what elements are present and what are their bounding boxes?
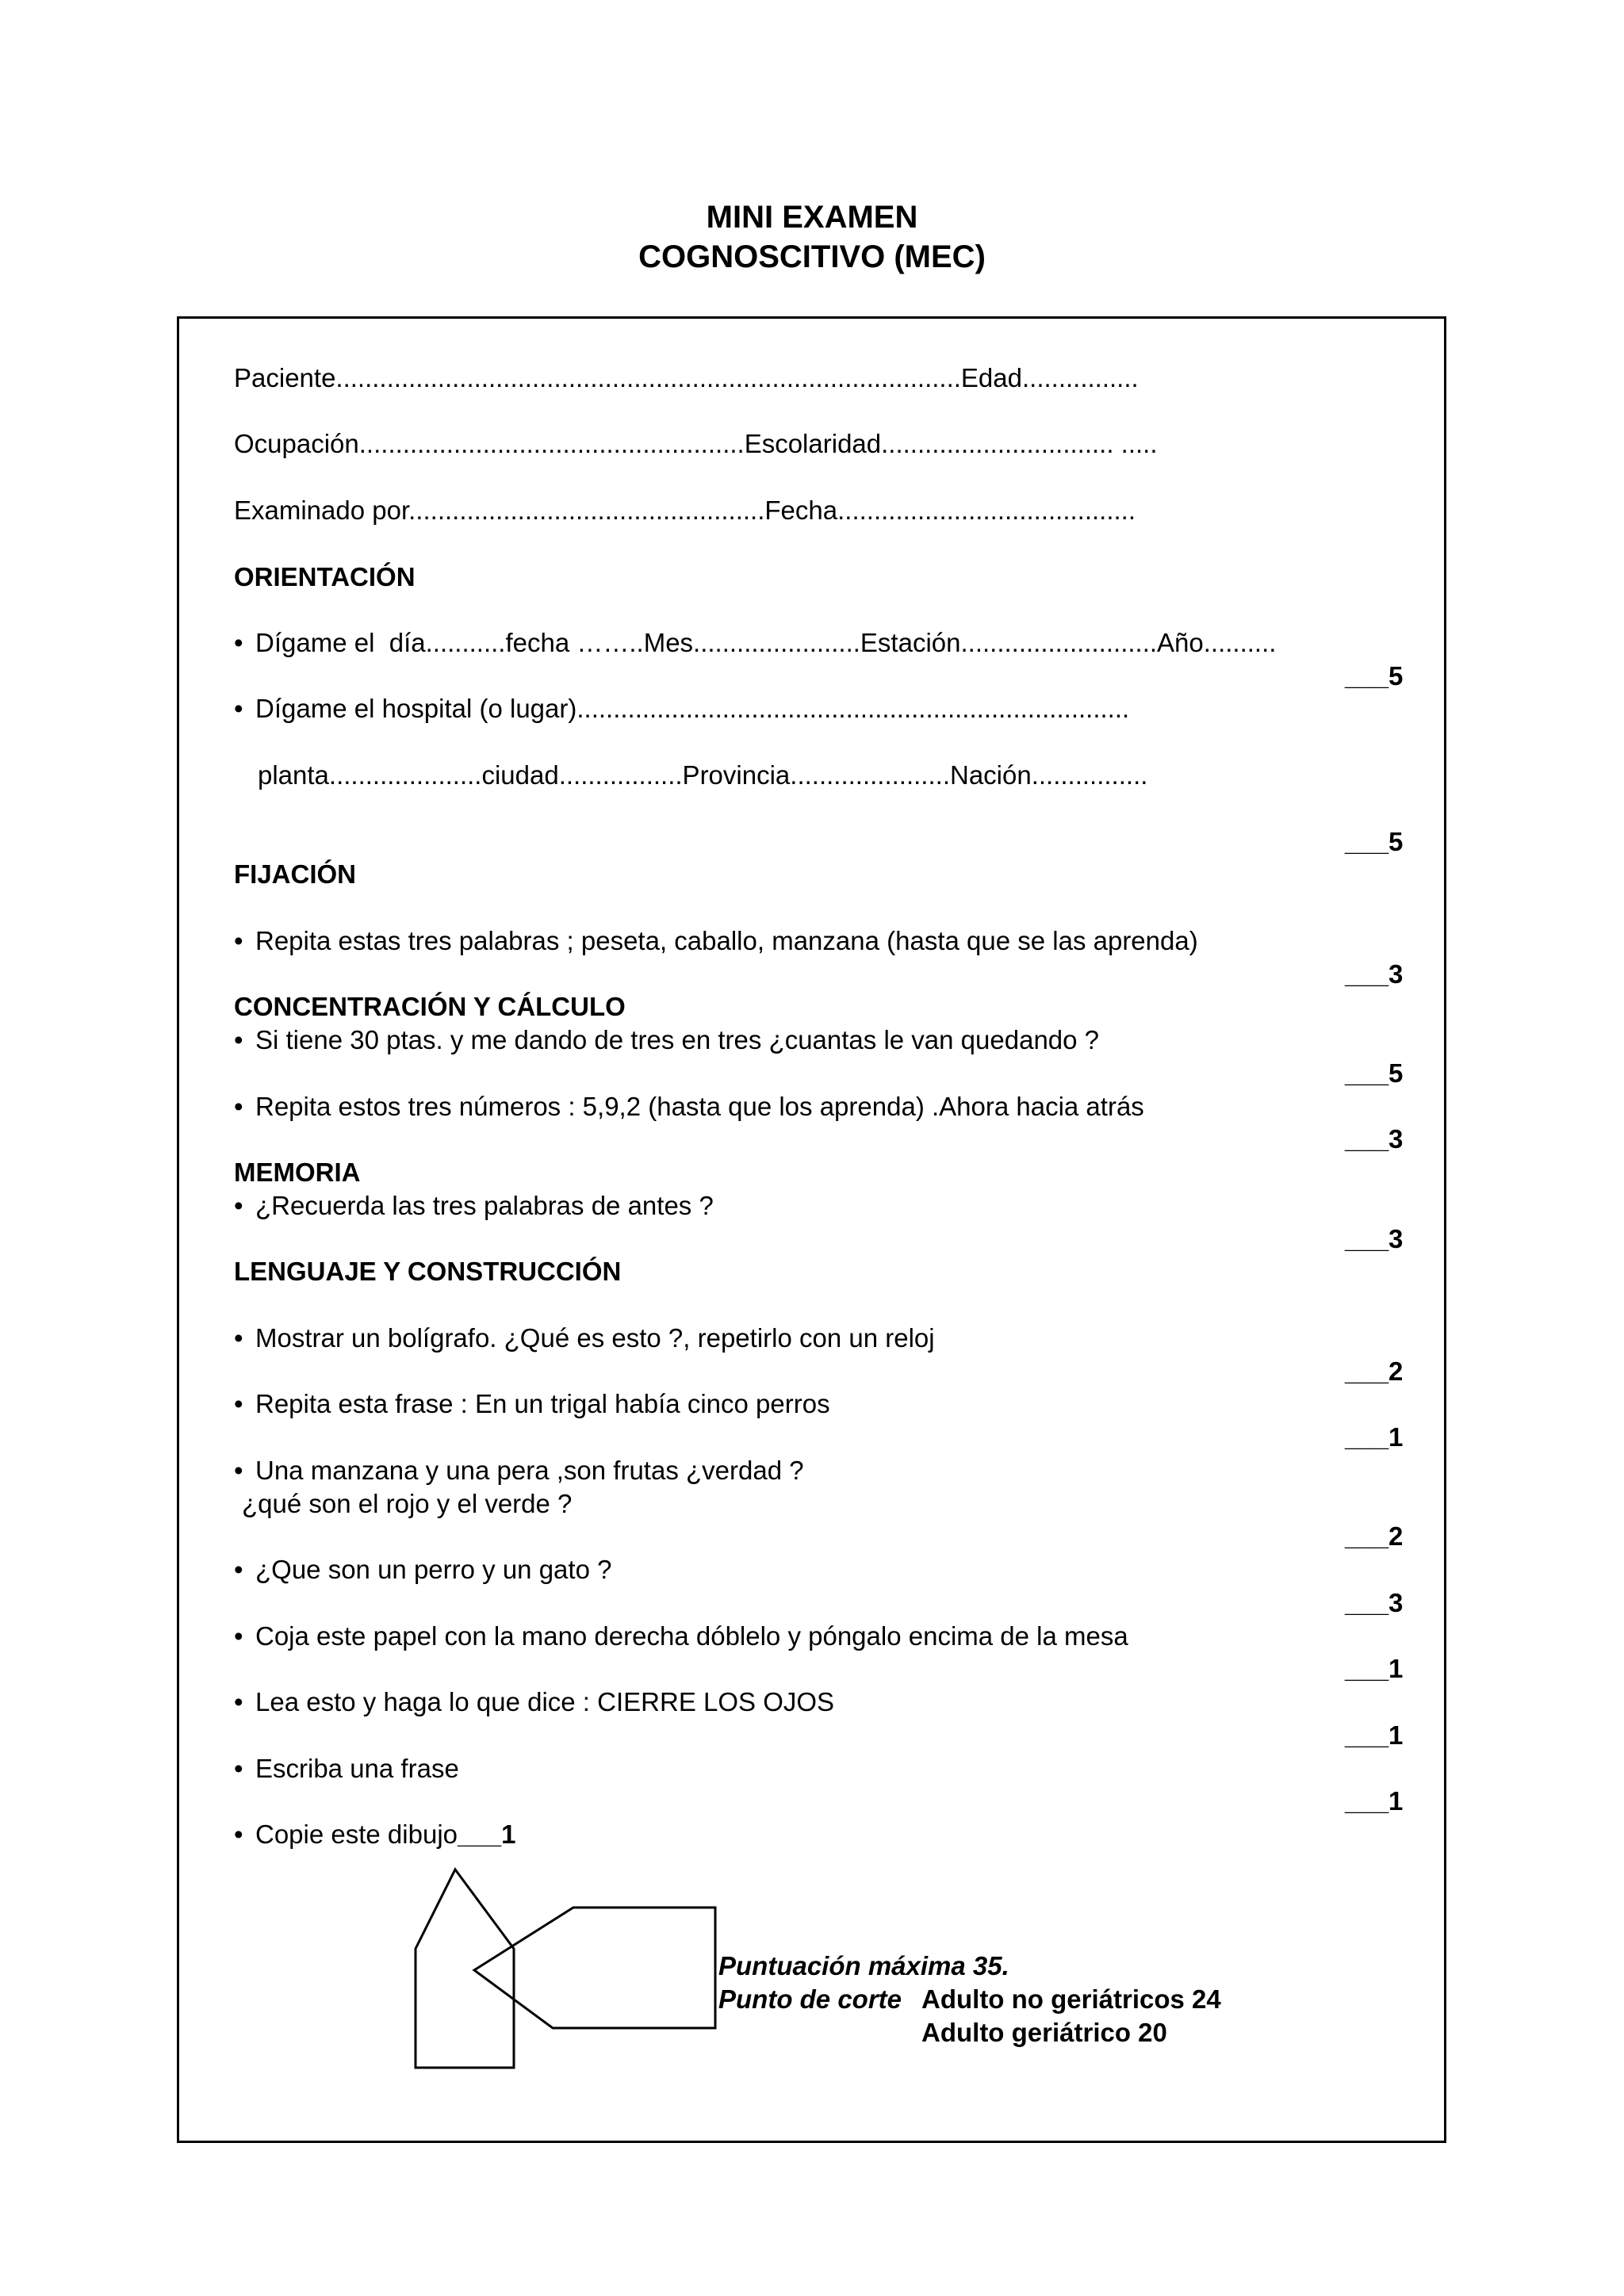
item-text: Mostrar un bolígrafo. ¿Qué es esto ?, repetirlo con un reloj [255, 1323, 935, 1353]
item-text: Dígame el hospital (o lugar)............................................................................ [255, 694, 1130, 723]
score-blank: ___1 [1345, 1786, 1404, 1816]
score-blank: ___2 [1345, 1521, 1404, 1551]
bullet-icon: • [234, 628, 243, 657]
bullet-icon: • [234, 1555, 243, 1584]
cutoff-adult: Adulto no geriátricos 24 [921, 1984, 1221, 2014]
item-text: Copie este dibujo [255, 1820, 458, 1849]
score-blank: ___3 [1345, 1224, 1404, 1253]
item-text: Coja este papel con la mano derecha dóblelo y póngalo encima de la mesa [255, 1621, 1128, 1651]
bullet-icon: • [234, 1687, 243, 1716]
house-pentagon [416, 1869, 514, 2068]
item-text: Una manzana y una pera ,son frutas ¿verdad ? [255, 1456, 804, 1485]
section-heading-orientacion: ORIENTACIÓN [234, 562, 416, 591]
field-ocupacion: Ocupación.....................................................Escolaridad................................ ..... [234, 429, 1158, 458]
field-paciente: Paciente......................................................................................Edad................ [234, 363, 1139, 392]
score-blank: ___1 [1345, 1720, 1404, 1750]
bullet-icon: • [234, 926, 243, 955]
bullet-icon: • [234, 1456, 243, 1485]
item-text: ¿Que son un perro y un gato ? [255, 1555, 612, 1584]
bullet-icon: • [234, 694, 243, 723]
bullet-icon: • [234, 1754, 243, 1783]
item-text-continuation: ¿qué son el rojo y el verde ? [242, 1489, 573, 1518]
score-blank-inline: ___1 [458, 1820, 516, 1849]
score-blank: ___3 [1345, 959, 1404, 989]
section-heading-memoria: MEMORIA [234, 1158, 361, 1187]
section-heading-lenguaje: LENGUAJE Y CONSTRUCCIÓN [234, 1257, 622, 1286]
score-blank: ___3 [1345, 1588, 1404, 1617]
score-blank: ___5 [1345, 827, 1404, 856]
score-blank: ___5 [1345, 1058, 1404, 1088]
item-text: Si tiene 30 ptas. y me dando de tres en tres ¿cuantas le van quedando ? [255, 1025, 1100, 1054]
item-text-continuation: planta.....................ciudad.................Provincia......................Nación................ [258, 760, 1148, 790]
score-blank: ___5 [1345, 661, 1404, 691]
arrow-pentagon [474, 1908, 715, 2028]
item-text: Escriba una frase [255, 1754, 459, 1783]
item-text: Repita esta frase : En un trigal había cinco perros [255, 1389, 830, 1418]
max-score-text: Puntuación máxima 35. [718, 1951, 1009, 1980]
item-text: Lea esto y haga lo que dice : CIERRE LOS OJOS [255, 1687, 835, 1716]
item-text: Repita estos tres números : 5,9,2 (hasta que los aprenda) .Ahora hacia atrás [255, 1092, 1144, 1121]
section-heading-concentracion: CONCENTRACIÓN Y CÁLCULO [234, 992, 626, 1021]
bullet-icon: • [234, 1092, 243, 1121]
bullet-icon: • [234, 1025, 243, 1054]
bullet-icon: • [234, 1389, 243, 1418]
page-title-line2: COGNOSCITIVO (MEC) [638, 239, 986, 274]
bullet-icon: • [234, 1621, 243, 1651]
item-text: Dígame el día...........fecha ……..Mes.......................Estación...........................Año.......... [255, 628, 1277, 657]
score-blank: ___3 [1345, 1124, 1404, 1154]
bullet-icon: • [234, 1191, 243, 1220]
score-blank: ___1 [1345, 1654, 1404, 1683]
score-blank: ___2 [1345, 1357, 1404, 1386]
cutoff-label: Punto de corte [718, 1984, 902, 2014]
score-blank: ___1 [1345, 1422, 1404, 1452]
bullet-icon: • [234, 1820, 243, 1849]
bullet-icon: • [234, 1323, 243, 1353]
cutoff-geriatric: Adulto geriátrico 20 [921, 2018, 1167, 2047]
section-heading-fijacion: FIJACIÓN [234, 859, 357, 889]
field-examinado: Examinado por.................................................Fecha......................................... [234, 496, 1136, 525]
item-text: ¿Recuerda las tres palabras de antes ? [255, 1191, 714, 1220]
page-title-line1: MINI EXAMEN [706, 200, 918, 235]
item-text: Repita estas tres palabras ; peseta, caballo, manzana (hasta que se las aprenda) [255, 926, 1198, 955]
